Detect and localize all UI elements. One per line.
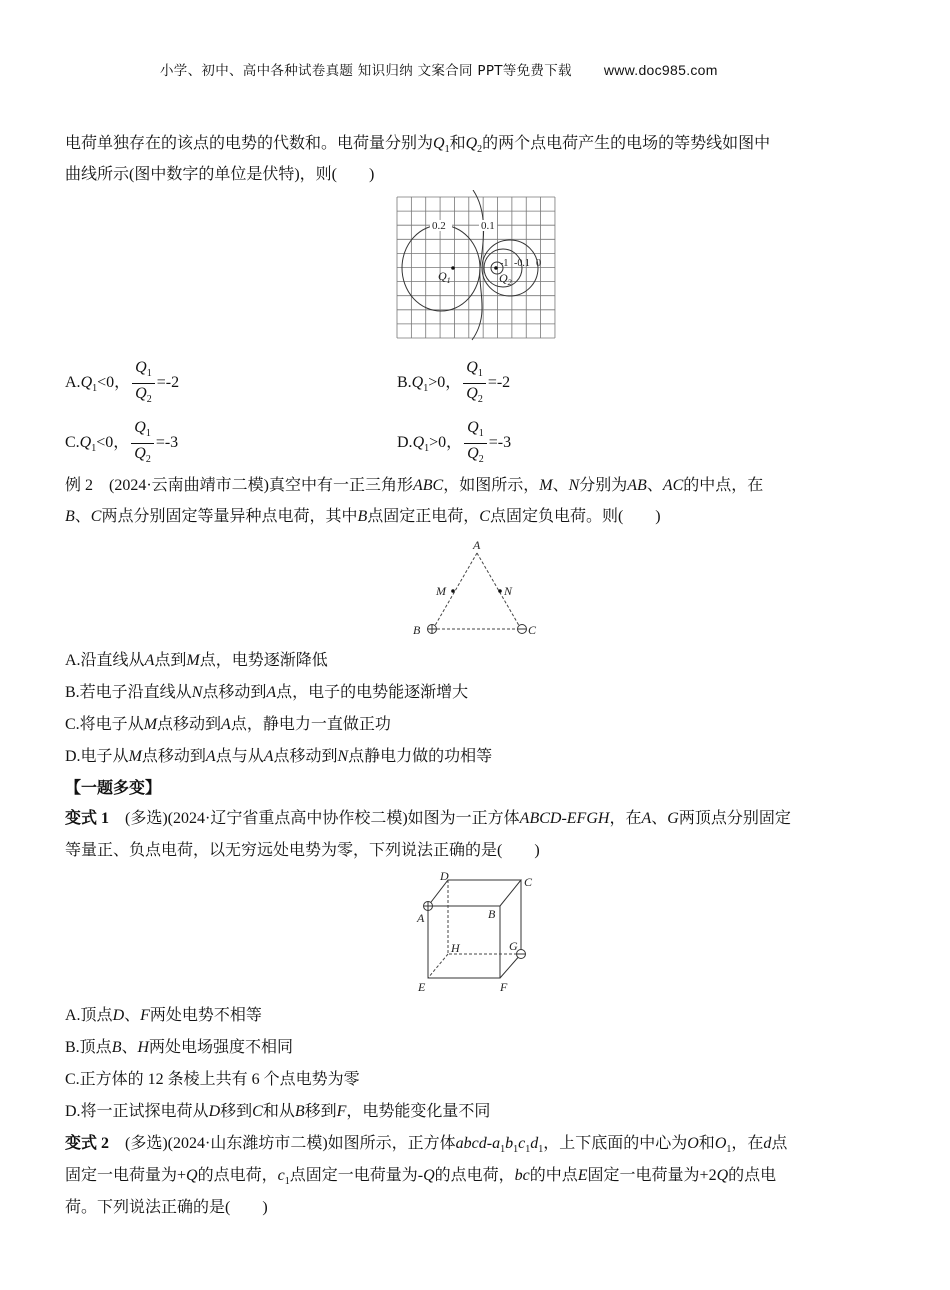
text-segment: A.沿直线从 [65, 652, 145, 669]
text-segment: 两点分别固定等量异种点电荷，其中 [101, 508, 358, 525]
label-f: F [500, 980, 508, 994]
fraction: $\frac{Q_1}{Q_2}$ [132, 358, 155, 409]
option-d-text [397, 434, 463, 455]
positive-charge-icon [428, 625, 437, 634]
math-symbol: A [641, 810, 652, 827]
math-symbol: b [505, 1135, 514, 1152]
math-symbol: H [137, 1039, 150, 1056]
text-segment: 、 [74, 508, 91, 525]
math-symbol: B [294, 1103, 305, 1120]
text-segment: (多选)(2024·山东潍坊市二模)如图所示，正方体 [109, 1135, 456, 1152]
label-b: B [488, 907, 496, 921]
equipotential-figure [390, 190, 565, 345]
variant2-line-3 [65, 1198, 268, 1218]
text-segment: 固定一电荷量为+2 [587, 1167, 717, 1184]
text-segment: 分别为 [579, 477, 628, 494]
math-symbol: N [568, 477, 580, 494]
text-segment: 点移动到 [157, 716, 222, 733]
text-segment: 的点电 [728, 1167, 777, 1184]
math-symbol: A [263, 748, 274, 765]
text-segment: 和 [698, 1135, 715, 1152]
math-symbol: M [143, 716, 158, 733]
math-symbol: N [191, 684, 203, 701]
intro-line-1 [65, 134, 770, 160]
subscript: 1 [513, 1144, 519, 1155]
text-segment: D. [397, 434, 413, 452]
option-a-value: =-2 [156, 374, 180, 392]
subscript: 1 [525, 1144, 531, 1155]
math-symbol: Q [465, 135, 478, 152]
text-segment: 点移动到 [273, 748, 338, 765]
bold-text: 变式 2 [65, 1135, 110, 1152]
positive-charge-icon [424, 902, 433, 911]
option-b-value: =-2 [487, 374, 511, 392]
label-d: D [440, 869, 449, 883]
text-segment: 点移动到 [141, 748, 206, 765]
label-b: B [413, 623, 421, 637]
label-0: 0 [536, 258, 541, 269]
text-segment: 的两个点电荷产生的电场的等势线如图中 [482, 135, 771, 152]
math-symbol: F [140, 1007, 150, 1024]
math-symbol: Q [411, 374, 424, 392]
option-d[interactable] [397, 418, 511, 469]
ex2-option-a[interactable] [65, 651, 328, 671]
subscript: 1 [444, 144, 450, 155]
variant1-line-1 [65, 809, 791, 829]
text-segment: B.若电子沿直线从 [65, 684, 192, 701]
math-symbol: M [128, 748, 142, 765]
text-segment: 点固定一电荷量为- [289, 1167, 424, 1184]
label-g: G [509, 939, 518, 953]
math-symbol: B [65, 508, 75, 525]
text-segment: C.将电子从 [65, 716, 144, 733]
text-segment: A.顶点 [65, 1007, 113, 1024]
math-symbol: AC [662, 477, 684, 494]
triangle-figure [400, 532, 560, 642]
math-symbol: F [336, 1103, 347, 1120]
text-segment: 的中点，在 [683, 477, 764, 494]
fraction: $\frac{Q_1}{Q_2}$ [464, 418, 487, 469]
option-a[interactable] [65, 358, 179, 409]
fraction: $\frac{Q_1}{Q_2}$ [131, 418, 154, 469]
label-neg1: -1 [500, 258, 509, 269]
text-segment: 电荷单独存在的该点的电势的代数和。电荷量分别为 [65, 135, 434, 152]
text-segment: 点，静电力一直做正功 [230, 716, 391, 733]
math-symbol: O [714, 1135, 727, 1152]
option-c-text [65, 434, 130, 455]
cube-figure [400, 865, 550, 995]
charge-q2 [494, 266, 498, 270]
text-segment: C. [65, 434, 80, 452]
ex2-option-c[interactable] [65, 715, 391, 735]
label-neg0.1: -0.1 [514, 258, 530, 269]
text-segment: 和 [449, 135, 466, 152]
subscript: 1 [424, 443, 430, 455]
label-0.2: 0.2 [432, 220, 446, 232]
variant2-line-2 [65, 1166, 776, 1192]
example2-line-2 [65, 507, 661, 527]
section-heading [65, 779, 161, 799]
label-h: H [451, 941, 460, 955]
text-segment: ，电势能变化量不同 [346, 1103, 491, 1120]
text-segment: ，如图所示， [443, 477, 540, 494]
subscript: 1 [726, 1144, 732, 1155]
subscript: 1 [500, 1144, 506, 1155]
option-c-value: =-3 [155, 434, 179, 452]
option-b-text [397, 374, 462, 395]
label-c: C [528, 623, 537, 637]
math-symbol: M [186, 652, 200, 669]
point-m [451, 589, 455, 593]
var1-option-d[interactable] [65, 1102, 490, 1122]
text-segment: 点静电力做的功相等 [348, 748, 493, 765]
math-symbol: A [266, 684, 277, 701]
math-symbol: Q [80, 374, 93, 392]
math-symbol: G [667, 810, 679, 827]
text-segment: <0， [97, 374, 131, 392]
negative-charge-icon [518, 625, 527, 634]
text-segment: 的中点 [529, 1167, 578, 1184]
math-symbol: c [518, 1135, 526, 1152]
text-segment: 移到 [220, 1103, 253, 1120]
subscript: 2 [477, 144, 483, 155]
text-segment: 的点电荷， [197, 1167, 278, 1184]
text-segment: 两处电势不相等 [149, 1007, 262, 1024]
math-symbol: d [763, 1135, 772, 1152]
var1-option-c[interactable] [65, 1070, 360, 1090]
text-segment: 点到 [154, 652, 187, 669]
math-symbol: Q [412, 434, 425, 452]
label-q1: $Q_1$ [438, 269, 451, 285]
text-segment: >0， [429, 434, 463, 452]
text-segment: 点固定负电荷。则( ) [489, 508, 661, 525]
label-n: N [504, 584, 513, 598]
text-segment: 点与从 [215, 748, 264, 765]
math-symbol: Q [79, 434, 92, 452]
text-segment: 移到 [304, 1103, 337, 1120]
math-symbol: d [530, 1135, 539, 1152]
text-segment: 点，电势逐渐降低 [199, 652, 328, 669]
math-symbol: D [112, 1007, 125, 1024]
fraction: $\frac{Q_1}{Q_2}$ [463, 358, 486, 409]
math-symbol: A [221, 716, 231, 733]
label-m: M [436, 584, 446, 598]
header-text: 小学、初中、高中各种试卷真题 知识归纳 文案合同 PPT等免费下载 [160, 63, 572, 79]
math-symbol: E [577, 1167, 588, 1184]
math-symbol: O [687, 1135, 699, 1152]
point-n [498, 589, 502, 593]
text-segment: 、 [552, 477, 569, 494]
label-a: A [417, 911, 425, 925]
math-symbol: c [277, 1167, 285, 1184]
text-segment: ，在 [609, 810, 642, 827]
text-segment: 点固定正电荷， [367, 508, 480, 525]
text-segment: 点 [771, 1135, 788, 1152]
text-segment: 曲线所示(图中数字的单位是伏特)，则( ) [65, 166, 375, 183]
text-segment: 荷。下列说法正确的是( ) [65, 1199, 268, 1216]
bold-text: 变式 1 [65, 810, 110, 827]
text-segment: 等量正、负点电荷，以无穷远处电势为零，下列说法正确的是( ) [65, 842, 540, 859]
label-e: E [418, 980, 426, 994]
math-symbol: Q [433, 135, 445, 152]
negative-charge-icon [517, 950, 526, 959]
option-c[interactable] [65, 418, 178, 469]
subscript: 1 [423, 383, 429, 395]
option-d-value: =-3 [488, 434, 512, 452]
text-segment: 点，电子的电势能逐渐增大 [276, 684, 469, 701]
text-segment: A. [65, 374, 81, 392]
math-symbol: D [208, 1103, 221, 1120]
math-symbol: Q [716, 1167, 729, 1184]
text-segment: 例 2 (2024·云南曲靖市二模)真空中有一正三角形 [65, 477, 413, 494]
ex2-option-b[interactable] [65, 683, 468, 703]
text-segment: 的点电荷， [434, 1167, 515, 1184]
example2-line-1 [65, 476, 763, 496]
math-symbol: B [111, 1039, 122, 1056]
subscript: 1 [538, 1144, 544, 1155]
text-segment: ，在 [731, 1135, 764, 1152]
variant2-line-1 [65, 1134, 787, 1160]
page-header [160, 59, 718, 79]
text-segment: D.将一正试探电荷从 [65, 1103, 209, 1120]
option-b[interactable] [397, 358, 510, 409]
text-segment: (多选)(2024·辽宁省重点高中协作校二模)如图为一正方体 [109, 810, 520, 827]
math-symbol: abcd-a [455, 1135, 501, 1152]
bold-text: 【一题多变】 [65, 780, 162, 797]
subscript: 1 [284, 1176, 290, 1187]
math-symbol: ABCD-EFGH [519, 810, 610, 827]
math-symbol: C [479, 508, 490, 525]
ex2-option-d[interactable] [65, 747, 492, 767]
math-symbol: Q [186, 1167, 198, 1184]
math-symbol: C [90, 508, 102, 525]
intro-line-2 [65, 165, 374, 185]
grid [397, 197, 555, 338]
text-segment: B.顶点 [65, 1039, 112, 1056]
math-symbol: C [252, 1103, 263, 1120]
text-segment: 、 [651, 810, 668, 827]
text-segment: 固定一电荷量为+ [65, 1167, 187, 1184]
text-segment: C.正方体的 12 条棱上共有 6 个点电势为零 [65, 1071, 360, 1088]
label-c: C [524, 875, 533, 889]
label-a: A [473, 538, 481, 552]
label-q2: $Q_2$ [499, 271, 512, 287]
text-segment: 点移动到 [202, 684, 267, 701]
math-symbol: M [539, 477, 553, 494]
math-symbol: A [144, 652, 155, 669]
text-segment: 、 [646, 477, 663, 494]
header-url[interactable]: www.doc985.com [603, 62, 718, 78]
text-segment: 两处电场强度不相同 [149, 1039, 294, 1056]
equipotential-0.2 [402, 225, 480, 311]
var1-option-b[interactable] [65, 1038, 293, 1058]
math-symbol: N [337, 748, 349, 765]
math-symbol: Q [423, 1167, 435, 1184]
option-a-text [65, 374, 131, 395]
text-segment: <0， [96, 434, 130, 452]
math-symbol: A [205, 748, 216, 765]
math-symbol: B [357, 508, 368, 525]
text-segment: ，上下底面的中心为 [543, 1135, 688, 1152]
variant1-line-2 [65, 841, 540, 861]
text-segment: 和从 [262, 1103, 295, 1120]
subscript: 1 [92, 383, 98, 395]
text-segment: >0， [428, 374, 462, 392]
var1-option-a[interactable] [65, 1006, 262, 1026]
math-symbol: ABC [413, 477, 444, 494]
math-symbol: bc [514, 1167, 530, 1184]
math-symbol: AB [627, 477, 647, 494]
text-segment: 、 [124, 1007, 141, 1024]
text-segment: 两顶点分别固定 [678, 810, 791, 827]
label-0.1: 0.1 [481, 220, 495, 232]
subscript: 1 [91, 443, 97, 455]
charge-q1 [451, 266, 455, 270]
text-segment: B. [397, 374, 412, 392]
text-segment: 、 [121, 1039, 138, 1056]
text-segment: D.电子从 [65, 748, 129, 765]
